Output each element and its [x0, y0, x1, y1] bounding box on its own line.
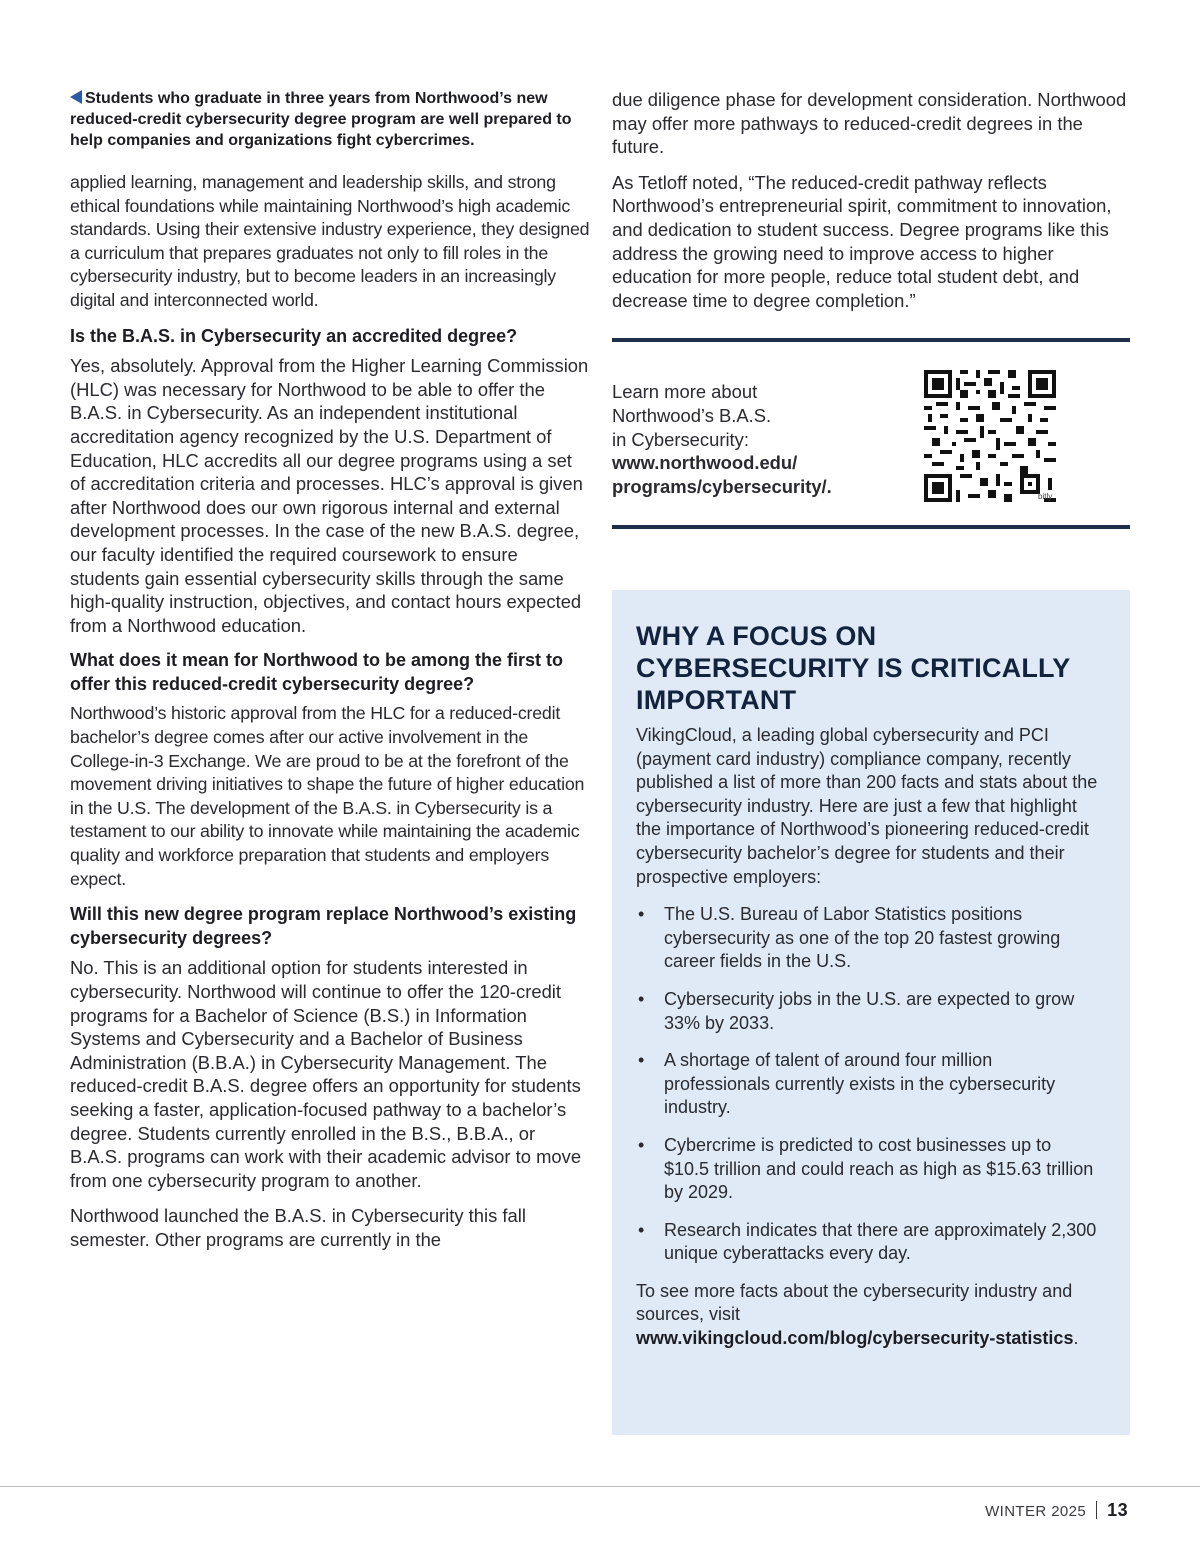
answer-accredited: Yes, absolutely. Approval from the Higher Learning Commission (HLC) was necessary for Northwood to be able to offer the B.A.S. in Cybersecurity. As an independent institutional accreditation agency recognized by the U.S. Department of Education, HLC accredits all our degree programs using a set of accreditation criteria and processes. HLC’s approval is given after Northwood does our own rigorous internal and external development processes. In the case of the new B.A.S. degree, our faculty identified the required coursework to ensure students gain essential cybersecurity skills through the same high-quality instruction, objectives, and contact hours expected from a Northwood education. — [70, 355, 589, 636]
list-item: • Cybercrime is predicted to cost businesses up to $10.5 trillion and could reach as high as $15.63 trillion by 2029. — [638, 1134, 1094, 1203]
bullet-icon: • — [638, 1219, 645, 1240]
photo-caption: Students who graduate in three years from Northwood’s new reduced-credit cybersecurity degree program are well prepared to help companies and organizations fight cybercrimes. — [70, 90, 572, 149]
answer-replace-degrees: No. This is an additional option for students interested in cybersecurity. Northwood will continue to offer the 120-credit programs for a Bachelor of Science (B.S.) in Information Systems and Cybersecurity and a Bachelor of Business Administration (B.B.A.) in Cybersecurity Management. The reduced-credit B.A.S. degree offers an opportunity for students seeking a faster, application-focused pathway to a bachelor’s degree. Students currently enrolled in the B.S., B.B.A., or B.A.S. programs can work with their academic advisor to move from one cybersecurity program to another. — [70, 957, 582, 1191]
intro-paragraph: applied learning, management and leadership skills, and strong ethical foundations while maintaining Northwood’s high academic standards. Using their extensive industry experience, they designed a curriculum that prepares graduates not only to fill roles in the cybersecurity industry, but to become leaders in an increasingly digital and interconnected world. — [70, 172, 590, 310]
right-column — [612, 88, 1130, 529]
bullet-icon: • — [638, 1134, 645, 1155]
list-item: • Research indicates that there are approximately 2,300 unique cyberattacks every day. — [638, 1219, 1097, 1264]
tetloff-quote: As Tetloff noted, “The reduced-credit pathway reflects Northwood’s entrepreneurial spirit, commitment to innovation, and dedication to student success. Degree programs like this address the growing need to improve access to higher education for more people, reduce total student debt, and decrease time to degree completion.” — [612, 171, 1112, 311]
continued-paragraph: due diligence phase for development consideration. Northwood may offer more pathways to reduced-credit degrees in the future. — [612, 89, 1127, 158]
bullet-icon: • — [638, 988, 645, 1009]
sidebar-title: WHY A FOCUS ON CYBERSECURITY IS CRITICALLY IMPORTANT — [636, 621, 1070, 715]
program-url-line1[interactable]: www.northwood.edu/ — [612, 452, 798, 474]
left-column — [70, 88, 590, 1264]
cybersecurity-facts-sidebar — [612, 590, 1130, 1435]
learn-more-text: Learn more about Northwood’s B.A.S. in Cybersecurity: www.northwood.edu/ programs/cybersecurity/. — [612, 381, 832, 497]
page-footer — [985, 1500, 1128, 1521]
sidebar-intro: VikingCloud, a leading global cybersecurity and PCI (payment card industry) compliance company, recently published a list of more than 200 facts and stats about the cybersecurity industry. Here are just a few that highlight the importance of Northwood’s pioneering reduced-credit cybersecurity bachelor’s degree for students and their prospective employers: — [636, 725, 1098, 887]
facts-list — [636, 903, 1098, 1266]
bottom-divider — [612, 525, 1130, 529]
program-url-line2[interactable]: programs/cybersecurity/. — [612, 475, 832, 497]
list-item: • A shortage of talent of around four million professionals currently exists in the cybersecurity industry. — [638, 1050, 1056, 1118]
footer-divider — [0, 1486, 1200, 1487]
question-accredited: Is the B.A.S. in Cybersecurity an accredited degree? — [70, 325, 518, 346]
page-number: 13 — [1107, 1500, 1128, 1520]
learn-more-box — [612, 342, 1130, 525]
qr-code-icon[interactable] — [924, 370, 1056, 502]
bullet-icon: • — [638, 904, 645, 925]
question-first-to-offer: What does it mean for Northwood to be among the first to offer this reduced-credit cybersecurity degree? — [70, 650, 563, 694]
vikingcloud-link[interactable]: www.vikingcloud.com/blog/cybersecurity-statistics — [636, 1328, 1074, 1349]
launch-paragraph: Northwood launched the B.A.S. in Cybersecurity this fall semester. Other programs are currently in the — [70, 1205, 526, 1250]
list-item: • The U.S. Bureau of Labor Statistics positions cybersecurity as one of the top 20 fastest growing career fields in the U.S. — [638, 904, 1061, 972]
qr-brand-label: bitly — [1038, 492, 1053, 502]
answer-first-to-offer: Northwood’s historic approval from the HLC for a reduced-credit bachelor’s degree comes after our active involvement in the College-in-3 Exchange. We are proud to be at the forefront of the movement driving initiatives to shape the future of higher education in the U.S. The development of the B.A.S. in Cybersecurity is a testament to our ability to innovate while maintaining the academic quality and workforce preparation that students and employers expect. — [70, 703, 585, 889]
question-replace-degrees: Will this new degree program replace Northwood’s existing cybersecurity degrees? — [70, 904, 577, 948]
list-item: • Cybersecurity jobs in the U.S. are expected to grow 33% by 2033. — [638, 988, 1075, 1033]
arrow-left-icon — [70, 90, 82, 104]
bullet-icon: • — [638, 1050, 645, 1071]
issue-label: WINTER 2025 — [985, 1503, 1087, 1520]
sidebar-more-info: To see more facts about the cybersecurity industry and sources, visit www.vikingcloud.com/blog/cybersecurity-statistics. — [636, 1280, 1079, 1349]
footer-separator — [1096, 1501, 1097, 1519]
